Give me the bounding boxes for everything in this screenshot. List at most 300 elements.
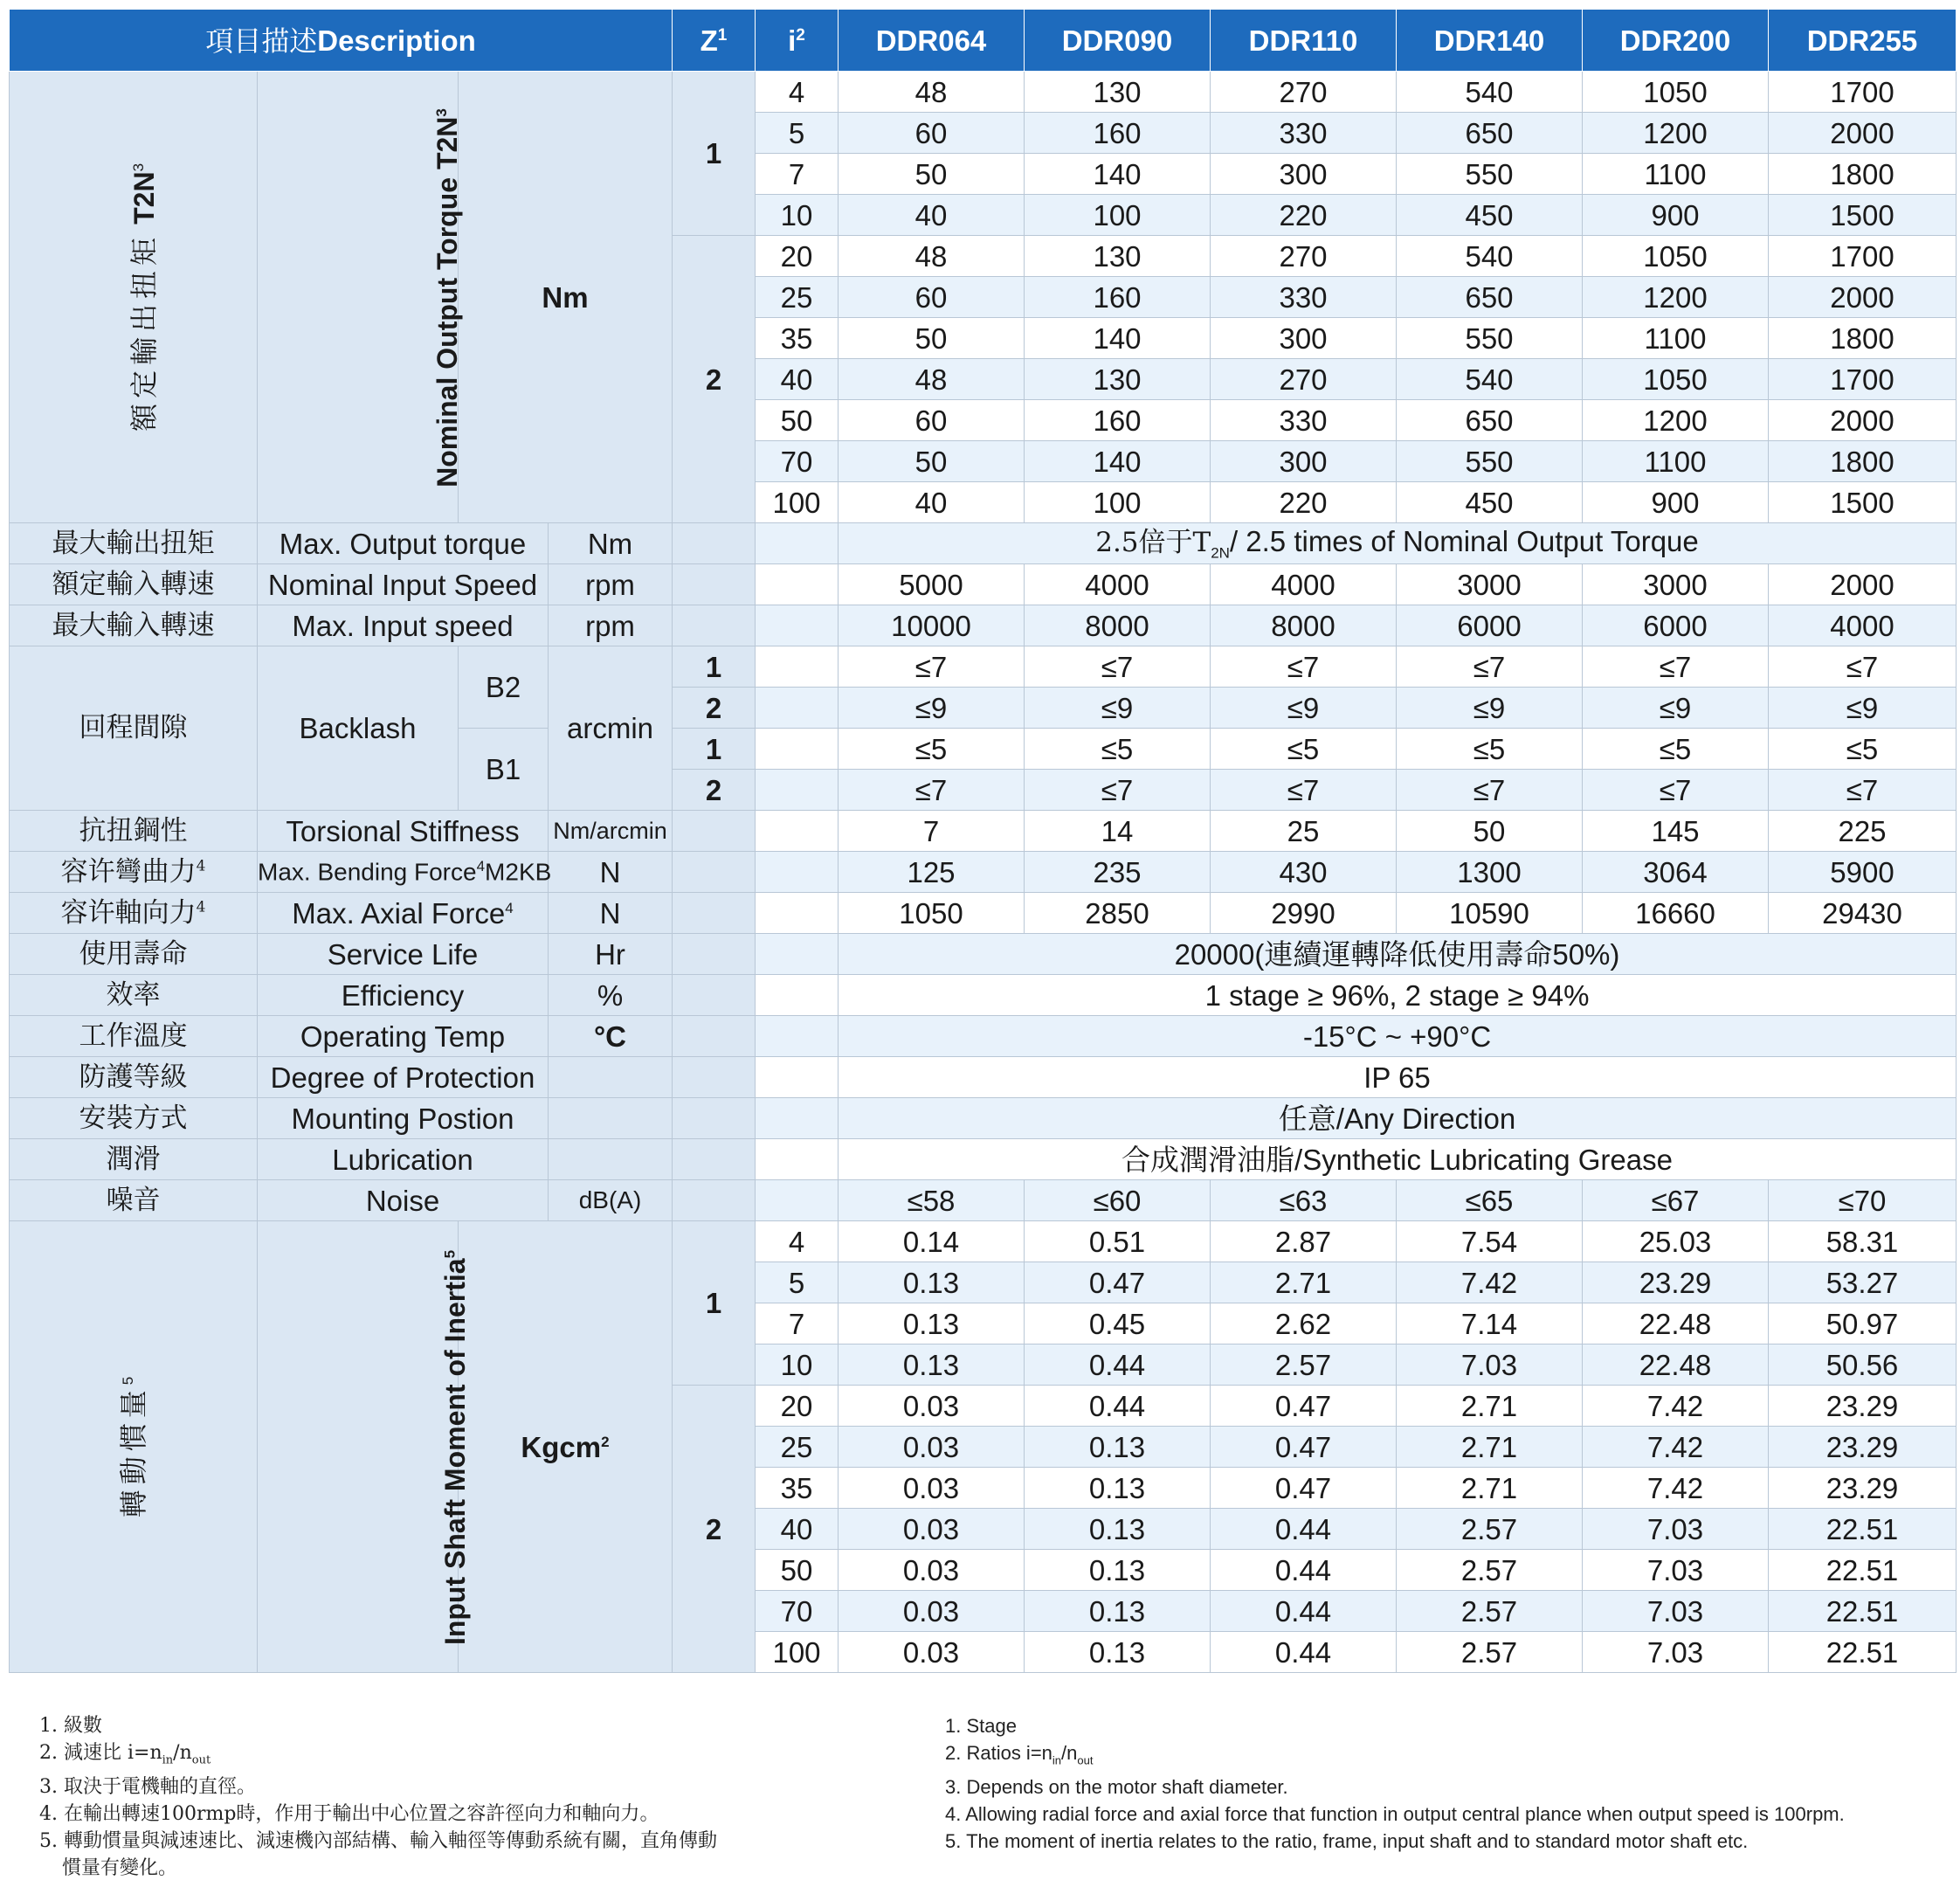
ratio-cell: 25	[756, 1427, 839, 1468]
value-cell: 1700	[1769, 72, 1957, 113]
ratio-cell: 4	[756, 72, 839, 113]
value-cell: 550	[1397, 441, 1583, 482]
ratio-cell: 5	[756, 1262, 839, 1303]
value-cell: 160	[1025, 400, 1211, 441]
ratio-cell: 40	[756, 1509, 839, 1550]
value-cell: 50.97	[1769, 1303, 1957, 1344]
stage-cell: 1	[673, 72, 756, 236]
value-cell: 7.42	[1583, 1427, 1769, 1468]
table-row	[10, 934, 1957, 975]
value-cell: 60	[839, 277, 1025, 318]
row-label-en: Torsional Stiffness	[258, 811, 549, 852]
value-cell: 0.47	[1211, 1427, 1397, 1468]
model-header: DDR090	[1025, 10, 1211, 72]
value-cell: 1050	[1583, 72, 1769, 113]
row-label-zh: 效率	[10, 975, 258, 1016]
ratio-cell: 4	[756, 1221, 839, 1262]
value-cell: 50	[839, 441, 1025, 482]
value-cell: 300	[1211, 154, 1397, 195]
value-cell: 3000	[1397, 564, 1583, 605]
row-label-en: Max. Bending Force$^4$M2KB	[258, 852, 549, 893]
value-cell: 48	[839, 236, 1025, 277]
row-label-en: Mounting Postion	[258, 1098, 549, 1139]
backlash-b2: B2	[459, 646, 549, 729]
value-cell: 40	[839, 482, 1025, 523]
ratio-cell: 35	[756, 318, 839, 359]
row-label-zh: 抗扭鋼性	[10, 811, 258, 852]
backlash-b1: B1	[459, 729, 549, 811]
table-row	[10, 1057, 1957, 1098]
value-cell: 0.44	[1211, 1591, 1397, 1632]
row-label-en: Nominal Input Speed	[258, 564, 549, 605]
row-unit: dB(A)	[549, 1180, 673, 1221]
merged-value: 1 stage ≥ 96%, 2 stage ≥ 94%	[839, 975, 1957, 1016]
value-cell: 0.13	[1025, 1550, 1211, 1591]
value-cell: 0.03	[839, 1386, 1025, 1427]
model-header: DDR200	[1583, 10, 1769, 72]
value-cell: 1700	[1769, 359, 1957, 400]
value-cell: 330	[1211, 400, 1397, 441]
ratio-cell: 5	[756, 113, 839, 154]
value-cell: 0.13	[1025, 1632, 1211, 1673]
value-cell: 50.56	[1769, 1344, 1957, 1386]
value-cell: ≤5	[1769, 729, 1957, 770]
value-cell: 1200	[1583, 113, 1769, 154]
value-cell: 23.29	[1769, 1427, 1957, 1468]
value-cell: ≤7	[1211, 646, 1397, 688]
value-cell: 900	[1583, 195, 1769, 236]
value-cell: ≤7	[839, 770, 1025, 811]
footnote: 3. 取決于電機軸的直徑。	[39, 1776, 256, 1799]
value-cell: 2990	[1211, 893, 1397, 934]
value-cell: ≤7	[1769, 646, 1957, 688]
row-unit: Nm/arcmin	[549, 811, 673, 852]
row-label-en: Lubrication	[258, 1139, 549, 1180]
value-cell: 3000	[1583, 564, 1769, 605]
value-cell: ≤9	[1025, 688, 1211, 729]
stage-cell: 2	[673, 770, 756, 811]
row-label-zh: 防護等級	[10, 1057, 258, 1098]
table-row	[10, 72, 1957, 113]
value-cell: 1200	[1583, 277, 1769, 318]
value-cell: 1050	[1583, 359, 1769, 400]
value-cell: 270	[1211, 359, 1397, 400]
row-label-en: Max. Output torque	[258, 523, 549, 564]
backlash-label-en: Backlash	[258, 646, 459, 811]
value-cell: 0.14	[839, 1221, 1025, 1262]
value-cell: 7.03	[1583, 1550, 1769, 1591]
ratio-cell: 10	[756, 1344, 839, 1386]
value-cell: 1050	[1583, 236, 1769, 277]
value-cell: ≤65	[1397, 1180, 1583, 1221]
value-cell: 2.71	[1397, 1386, 1583, 1427]
footnote: 2. Ratios $i=n_{in}/n_{out}$	[945, 1742, 1094, 1767]
value-cell: 2.71	[1211, 1262, 1397, 1303]
footnote: 1. Stage	[945, 1715, 1017, 1737]
value-cell: 550	[1397, 154, 1583, 195]
row-label-en: Service Life	[258, 934, 549, 975]
row-unit: Nm	[549, 523, 673, 564]
value-cell: 2.57	[1397, 1509, 1583, 1550]
value-cell: ≤7	[1583, 646, 1769, 688]
value-cell: ≤7	[1397, 770, 1583, 811]
value-cell: ≤5	[1211, 729, 1397, 770]
value-cell: 220	[1211, 482, 1397, 523]
value-cell: 0.13	[839, 1303, 1025, 1344]
value-cell: 0.03	[839, 1632, 1025, 1673]
value-cell: 7.03	[1583, 1591, 1769, 1632]
row-unit: rpm	[549, 564, 673, 605]
value-cell: 22.51	[1769, 1509, 1957, 1550]
footnote: 5. The moment of inertia relates to the ratio, frame, input shaft and to standard motor shaft etc.	[945, 1830, 1749, 1853]
value-cell: 650	[1397, 113, 1583, 154]
footnotes-zh	[39, 1712, 790, 1882]
model-header: DDR064	[839, 10, 1025, 72]
row-label-en: Max. Axial Force$^4$	[258, 893, 549, 934]
value-cell: 2.71	[1397, 1468, 1583, 1509]
value-cell: ≤70	[1769, 1180, 1957, 1221]
value-cell: 130	[1025, 359, 1211, 400]
table-row	[10, 852, 1957, 893]
ratio-cell: 70	[756, 441, 839, 482]
value-cell: 330	[1211, 113, 1397, 154]
stage-cell: 1	[673, 729, 756, 770]
value-cell: ≤9	[1583, 688, 1769, 729]
value-cell: 330	[1211, 277, 1397, 318]
row-label-zh: 額定輸入轉速	[10, 564, 258, 605]
table-row	[10, 564, 1957, 605]
ratio-cell: 35	[756, 1468, 839, 1509]
stage-cell: 2	[673, 688, 756, 729]
value-cell: ≤5	[839, 729, 1025, 770]
stage-cell: 2	[673, 236, 756, 523]
value-cell: 23.29	[1583, 1262, 1769, 1303]
value-cell: ≤9	[839, 688, 1025, 729]
value-cell: 140	[1025, 318, 1211, 359]
row-label-zh: 潤滑	[10, 1139, 258, 1180]
value-cell: 0.03	[839, 1591, 1025, 1632]
value-cell: 22.48	[1583, 1344, 1769, 1386]
spec-sheet	[9, 9, 1956, 1673]
row-label-zh: 容许彎曲力$^4$	[10, 852, 258, 893]
inertia-unit: Kgcm$^2$	[459, 1221, 673, 1673]
value-cell: 1100	[1583, 441, 1769, 482]
value-cell: 430	[1211, 852, 1397, 893]
row-label-zh: 噪音	[10, 1180, 258, 1221]
value-cell: 7.42	[1397, 1262, 1583, 1303]
row-label-en: Max. Input speed	[258, 605, 549, 646]
value-cell: 300	[1211, 318, 1397, 359]
value-cell: 7.54	[1397, 1221, 1583, 1262]
row-label-en: Degree of Protection	[258, 1057, 549, 1098]
value-cell: 0.13	[1025, 1427, 1211, 1468]
value-cell: ≤7	[839, 646, 1025, 688]
value-cell: 540	[1397, 72, 1583, 113]
value-cell: 50	[839, 154, 1025, 195]
row-unit: Hr	[549, 934, 673, 975]
ratio-cell: 10	[756, 195, 839, 236]
value-cell: 0.45	[1025, 1303, 1211, 1344]
value-cell: 0.51	[1025, 1221, 1211, 1262]
value-cell: 4000	[1211, 564, 1397, 605]
value-cell: 8000	[1211, 605, 1397, 646]
value-cell: ≤5	[1583, 729, 1769, 770]
row-unit: °C	[549, 1016, 673, 1057]
value-cell: 8000	[1025, 605, 1211, 646]
value-cell: 48	[839, 359, 1025, 400]
value-cell: ≤7	[1583, 770, 1769, 811]
footnote: 3. Depends on the motor shaft diameter.	[945, 1776, 1288, 1799]
ratio-cell: 40	[756, 359, 839, 400]
ratio-cell: 50	[756, 1550, 839, 1591]
row-label-zh: 工作溫度	[10, 1016, 258, 1057]
stage-cell: 2	[673, 1386, 756, 1673]
value-cell: 2.57	[1211, 1344, 1397, 1386]
value-cell: 225	[1769, 811, 1957, 852]
table-row	[10, 646, 1957, 688]
value-cell: 0.03	[839, 1427, 1025, 1468]
value-cell: 4000	[1025, 564, 1211, 605]
value-cell: 7	[839, 811, 1025, 852]
value-cell: ≤7	[1397, 646, 1583, 688]
value-cell: 0.44	[1211, 1550, 1397, 1591]
row-label-zh: 最大輸出扭矩	[10, 523, 258, 564]
value-cell: 10590	[1397, 893, 1583, 934]
ratio-cell: 100	[756, 1632, 839, 1673]
footnotes-en	[945, 1712, 1950, 1855]
value-cell: 550	[1397, 318, 1583, 359]
value-cell: 2.57	[1397, 1591, 1583, 1632]
inertia-label-en: Input Shaft Moment of Inertia$^5$	[258, 1221, 459, 1673]
value-cell: 0.13	[1025, 1468, 1211, 1509]
row-unit: %	[549, 975, 673, 1016]
merged-value: IP 65	[839, 1057, 1957, 1098]
header-row	[10, 10, 1957, 72]
value-cell: ≤7	[1769, 770, 1957, 811]
row-label-zh: 使用壽命	[10, 934, 258, 975]
stage-cell: 1	[673, 646, 756, 688]
value-cell: 1500	[1769, 195, 1957, 236]
value-cell: ≤60	[1025, 1180, 1211, 1221]
value-cell: 0.47	[1025, 1262, 1211, 1303]
row-label-en: Noise	[258, 1180, 549, 1221]
merged-value: 任意/Any Direction	[839, 1098, 1957, 1139]
value-cell: 10000	[839, 605, 1025, 646]
value-cell: 53.27	[1769, 1262, 1957, 1303]
value-cell: 1100	[1583, 154, 1769, 195]
value-cell: ≤9	[1769, 688, 1957, 729]
value-cell: 130	[1025, 72, 1211, 113]
i-header: $i^2$	[756, 10, 839, 72]
value-cell: 3064	[1583, 852, 1769, 893]
value-cell: 60	[839, 400, 1025, 441]
model-header: DDR140	[1397, 10, 1583, 72]
value-cell: 6000	[1583, 605, 1769, 646]
value-cell: 25	[1211, 811, 1397, 852]
value-cell: ≤7	[1211, 770, 1397, 811]
ratio-cell: 7	[756, 154, 839, 195]
value-cell: ≤5	[1397, 729, 1583, 770]
stage-cell: 1	[673, 1221, 756, 1386]
merged-value: -15°C ~ +90°C	[839, 1016, 1957, 1057]
value-cell: 160	[1025, 277, 1211, 318]
ratio-cell: 20	[756, 1386, 839, 1427]
value-cell: 22.51	[1769, 1591, 1957, 1632]
value-cell: 1200	[1583, 400, 1769, 441]
footnote: 1. 級數	[39, 1715, 102, 1737]
value-cell: 1800	[1769, 154, 1957, 195]
value-cell: ≤63	[1211, 1180, 1397, 1221]
value-cell: 1800	[1769, 318, 1957, 359]
value-cell: 270	[1211, 72, 1397, 113]
value-cell: 130	[1025, 236, 1211, 277]
value-cell: 5000	[839, 564, 1025, 605]
table-row	[10, 1098, 1957, 1139]
ratio-cell: 7	[756, 1303, 839, 1344]
value-cell: 220	[1211, 195, 1397, 236]
footnote: 4. Allowing radial force and axial force that function in output central plance when output speed is 100rpm.	[945, 1803, 1845, 1826]
value-cell: 2000	[1769, 564, 1957, 605]
value-cell: 0.13	[1025, 1509, 1211, 1550]
value-cell: 29430	[1769, 893, 1957, 934]
value-cell: 100	[1025, 482, 1211, 523]
value-cell: 650	[1397, 277, 1583, 318]
value-cell: 22.51	[1769, 1632, 1957, 1673]
value-cell: 160	[1025, 113, 1211, 154]
footnote: 5. 轉動慣量與減速速比、減速機內部結構、輸入軸徑等傳動系統有關，直角傳動	[39, 1830, 717, 1853]
value-cell: 2000	[1769, 113, 1957, 154]
value-cell: 2.87	[1211, 1221, 1397, 1262]
inertia-label-zh: 轉動慣量$^5$	[10, 1221, 258, 1673]
backlash-unit: arcmin	[549, 646, 673, 811]
value-cell: 0.47	[1211, 1386, 1397, 1427]
table-row	[10, 523, 1957, 564]
value-cell: ≤7	[1025, 646, 1211, 688]
value-cell: 50	[1397, 811, 1583, 852]
footnote: 2. 減速比 $i=n_{in}/n_{out}$	[39, 1742, 211, 1767]
value-cell: 22.48	[1583, 1303, 1769, 1344]
value-cell: 650	[1397, 400, 1583, 441]
row-unit: N	[549, 852, 673, 893]
value-cell: 0.44	[1025, 1386, 1211, 1427]
value-cell: 2.62	[1211, 1303, 1397, 1344]
value-cell: 16660	[1583, 893, 1769, 934]
value-cell: ≤58	[839, 1180, 1025, 1221]
value-cell: 0.47	[1211, 1468, 1397, 1509]
value-cell: 2000	[1769, 277, 1957, 318]
value-cell: 60	[839, 113, 1025, 154]
merged-value: 20000(連續運轉降低使用壽命50%)	[839, 934, 1957, 975]
value-cell: 7.42	[1583, 1468, 1769, 1509]
value-cell: 6000	[1397, 605, 1583, 646]
value-cell: 1800	[1769, 441, 1957, 482]
table-row	[10, 1180, 1957, 1221]
value-cell: 22.51	[1769, 1550, 1957, 1591]
value-cell: 7.42	[1583, 1386, 1769, 1427]
value-cell: 0.03	[839, 1509, 1025, 1550]
table-row	[10, 605, 1957, 646]
value-cell: 145	[1583, 811, 1769, 852]
value-cell: 0.13	[839, 1262, 1025, 1303]
value-cell: 0.13	[839, 1344, 1025, 1386]
value-cell: 100	[1025, 195, 1211, 236]
model-header: DDR255	[1769, 10, 1957, 72]
merged-value: 2.5倍于$T_{2N}/$ 2.5 times of Nominal Output Torque	[839, 523, 1957, 564]
row-label-en: Efficiency	[258, 975, 549, 1016]
value-cell: ≤67	[1583, 1180, 1769, 1221]
torque-unit: Nm	[459, 72, 673, 523]
value-cell: ≤9	[1211, 688, 1397, 729]
row-label-zh: 最大輸入轉速	[10, 605, 258, 646]
value-cell: 2.57	[1397, 1550, 1583, 1591]
row-label-en: Operating Temp	[258, 1016, 549, 1057]
value-cell: 540	[1397, 236, 1583, 277]
value-cell: 0.44	[1211, 1509, 1397, 1550]
value-cell: 2000	[1769, 400, 1957, 441]
value-cell: 0.03	[839, 1468, 1025, 1509]
value-cell: 2.71	[1397, 1427, 1583, 1468]
table-row	[10, 975, 1957, 1016]
value-cell: 0.44	[1025, 1344, 1211, 1386]
value-cell: 1100	[1583, 318, 1769, 359]
value-cell: 50	[839, 318, 1025, 359]
value-cell: 140	[1025, 441, 1211, 482]
description-header: 項目描述Description	[10, 10, 673, 72]
value-cell: 270	[1211, 236, 1397, 277]
ratio-cell: 20	[756, 236, 839, 277]
value-cell: 1300	[1397, 852, 1583, 893]
ratio-cell: 70	[756, 1591, 839, 1632]
row-label-zh: 容许軸向力$^4$	[10, 893, 258, 934]
ratio-cell: 100	[756, 482, 839, 523]
z-header: $Z^1$	[673, 10, 756, 72]
value-cell: 48	[839, 72, 1025, 113]
footnote: 4. 在輸出轉速100rmp時，作用于輸出中心位置之容許徑向力和軸向力。	[39, 1803, 659, 1826]
row-unit: rpm	[549, 605, 673, 646]
value-cell: 23.29	[1769, 1386, 1957, 1427]
value-cell: 300	[1211, 441, 1397, 482]
value-cell: 450	[1397, 195, 1583, 236]
value-cell: 25.03	[1583, 1221, 1769, 1262]
row-unit: N	[549, 893, 673, 934]
value-cell: 125	[839, 852, 1025, 893]
value-cell: 58.31	[1769, 1221, 1957, 1262]
value-cell: 1050	[839, 893, 1025, 934]
model-header: DDR110	[1211, 10, 1397, 72]
value-cell: 1700	[1769, 236, 1957, 277]
torque-label-en: Nominal Output Torque $T2N^3$	[258, 72, 459, 523]
value-cell: 0.13	[1025, 1591, 1211, 1632]
value-cell: 450	[1397, 482, 1583, 523]
value-cell: 5900	[1769, 852, 1957, 893]
value-cell: 0.03	[839, 1550, 1025, 1591]
backlash-label-zh: 回程間隙	[10, 646, 258, 811]
torque-label-zh: 額定輸出扭矩 $T2N^3$	[10, 72, 258, 523]
value-cell: ≤5	[1025, 729, 1211, 770]
table-row	[10, 1016, 1957, 1057]
value-cell: ≤7	[1025, 770, 1211, 811]
value-cell: 540	[1397, 359, 1583, 400]
table-row	[10, 1139, 1957, 1180]
value-cell: 1500	[1769, 482, 1957, 523]
spec-table	[9, 9, 1957, 1673]
value-cell: ≤9	[1397, 688, 1583, 729]
value-cell: 4000	[1769, 605, 1957, 646]
ratio-cell: 50	[756, 400, 839, 441]
value-cell: 900	[1583, 482, 1769, 523]
value-cell: 0.44	[1211, 1632, 1397, 1673]
table-row	[10, 811, 1957, 852]
